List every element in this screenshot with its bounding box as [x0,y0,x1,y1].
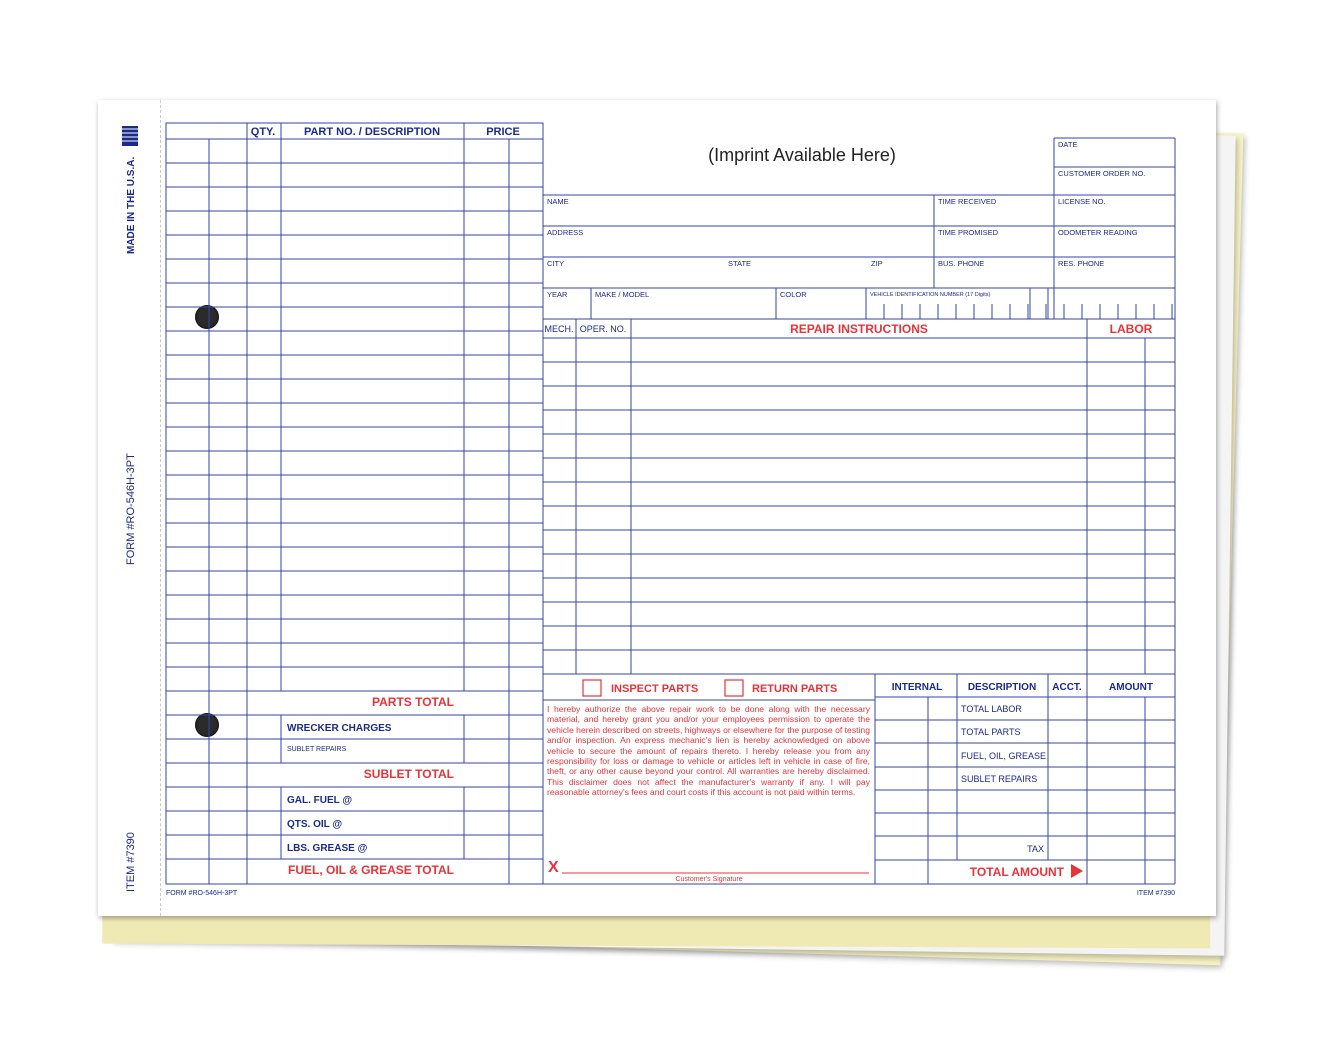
repair-instructions-header: REPAIR INSTRUCTIONS [790,322,928,336]
customer-signature-label: Customer's Signature [675,876,743,883]
total-amount-label: TOTAL AMOUNT [969,865,1064,879]
name-field-label: NAME [547,197,569,206]
date-field-label: DATE [1058,140,1078,149]
made-in-usa: MADE IN THE U.S.A. [126,156,137,254]
color-field-label: COLOR [780,290,807,299]
stub-item-number: ITEM #7390 [125,832,137,892]
authorization-text-wrap [547,704,870,829]
parts-table-border [166,123,543,884]
state-field-label: STATE [728,259,752,268]
arrow-right-icon [1071,864,1083,878]
sublet-total-label: SUBLET TOTAL [363,767,454,781]
total-parts-label: TOTAL PARTS [961,727,1021,737]
customer-order-label: CUSTOMER ORDER NO. [1058,169,1146,178]
make-model-label: MAKE / MODEL [595,290,650,299]
flag-icon [122,126,138,146]
city-field-label: CITY [547,259,565,268]
oper-no-header: OPER. NO. [579,324,627,334]
price-header: PRICE [486,126,520,138]
parts-total-label: PARTS TOTAL [372,695,454,709]
return-parts-label: RETURN PARTS [752,683,838,695]
time-received-label: TIME RECEIVED [938,197,997,206]
imprint-area: (Imprint Available Here) [708,145,896,165]
qts-oil-label: QTS. OIL @ [287,819,343,830]
footer-form-number: FORM #RO-546H-3PT [166,890,238,897]
signature-x-mark: X [548,859,559,876]
description-header: DESCRIPTION [967,682,1037,693]
vin-field-label: VEHICLE IDENTIFICATION NUMBER (17 Digits) [870,292,991,298]
res-phone-label: RES. PHONE [1058,259,1105,268]
fuel-oil-grease-label: FUEL, OIL, GREASE [961,751,1047,761]
zip-field-label: ZIP [871,259,883,268]
address-field-label: ADDRESS [547,228,584,237]
total-labor-label: TOTAL LABOR [961,704,1022,714]
mech-header: MECH. [544,324,574,334]
return-parts-checkbox[interactable] [725,680,743,696]
wrecker-charges-label: WRECKER CHARGES [287,723,392,734]
inspect-parts-checkbox[interactable] [583,680,601,696]
year-field-label: YEAR [547,290,568,299]
amount-header: AMOUNT [1109,682,1153,693]
gal-fuel-label: GAL. FUEL @ [287,795,353,806]
tax-label: TAX [1027,844,1044,854]
license-label: LICENSE NO. [1058,197,1106,206]
fuel-oil-grease-total-label: FUEL, OIL & GREASE TOTAL [287,863,454,877]
inspect-parts-label: INSPECT PARTS [611,683,699,695]
bus-phone-label: BUS. PHONE [938,259,985,268]
acct-header: ACCT. [1052,682,1082,693]
authorization-text: I hereby authorize the above repair work to be done along with the necessary material, and hereby grant you and/or your employees permission to operate the vehicle herein described on streets, highways or elsewhere for the purpose of testing and/or inspection. An express mechanic's lien is hereby acknowledged on above vehicle to secure the amount of repairs thereto. I hereby release you from any responsibility for loss or damage to vehicle or articles left in vehicle in case of fire, theft, or any other cause beyond your control. All warranties are hereby disclaimed. This disclaimer does not affect the manufacturer's warranty if any. I will pay reasonable attorney's fees and court costs if this account is not paid within terms. [547,704,870,798]
footer-item-number: ITEM #7390 [1136,890,1175,897]
sublet-repairs-label: SUBLET REPAIRS [287,746,347,753]
part-description-header: PART NO. / DESCRIPTION [303,126,441,138]
odometer-label: ODOMETER READING [1058,228,1138,237]
lbs-grease-label: LBS. GREASE @ [287,843,368,854]
sublet-repairs-total-label: SUBLET REPAIRS [961,774,1038,784]
internal-header: INTERNAL [891,682,943,693]
qty-header: QTY. [250,126,276,138]
time-promised-label: TIME PROMISED [938,228,999,237]
labor-header: LABOR [1109,322,1153,336]
stub-form-number: FORM #RO-546H-3PT [125,453,137,565]
